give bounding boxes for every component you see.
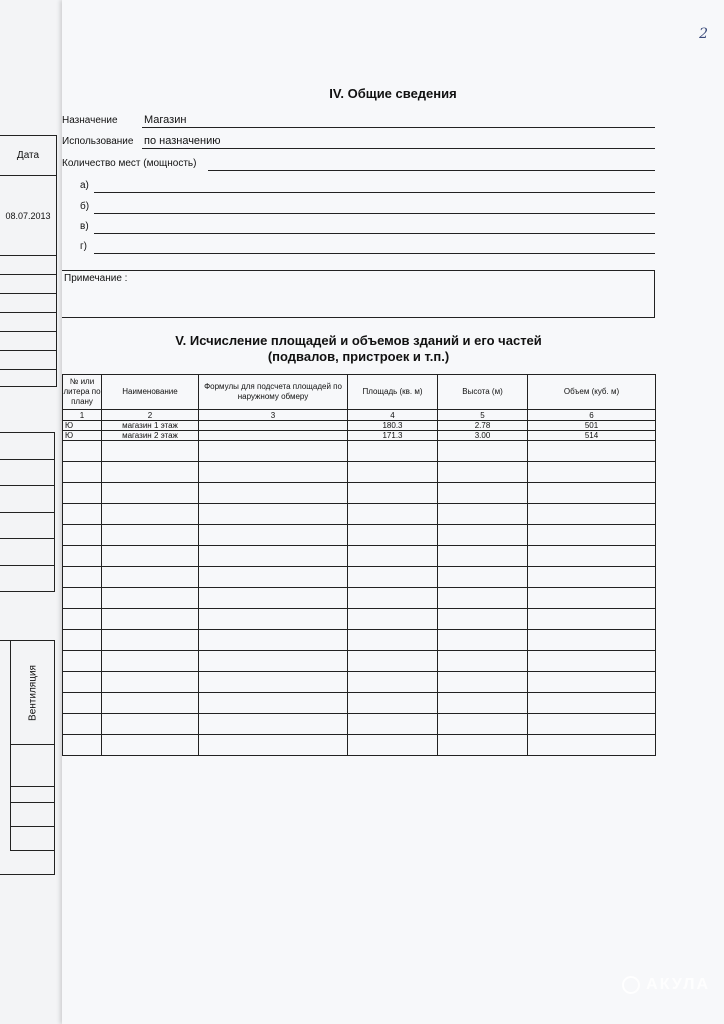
empty-cell [528,672,656,693]
empty-cell [438,588,528,609]
left-row [0,294,56,313]
empty-cell [348,735,438,756]
empty-cell [63,714,102,735]
col-number: 6 [528,410,656,421]
empty-rows [63,441,656,756]
empty-cell [438,567,528,588]
cell-volume: 514 [528,431,656,441]
purpose-value: Магазин [144,114,187,126]
left-row [10,787,55,803]
left-row [0,513,54,540]
empty-cell [63,483,102,504]
date-header: Дата [0,136,56,176]
left-row [0,539,54,566]
empty-table-row [63,504,656,525]
capacity-label: Количество мест (мощность) [62,158,197,169]
empty-cell [102,441,199,462]
empty-cell [528,714,656,735]
empty-cell [528,735,656,756]
empty-table-row [63,546,656,567]
empty-cell [102,525,199,546]
empty-cell [348,672,438,693]
empty-cell [199,630,348,651]
section5-title [62,333,655,365]
empty-cell [199,588,348,609]
empty-cell [348,525,438,546]
column-number-row [63,410,656,421]
left-row [0,460,54,487]
empty-cell [528,441,656,462]
underline [94,253,655,254]
note-box [62,270,655,318]
left-row [10,803,55,827]
cell-area: 171.3 [348,431,438,441]
left-row [0,351,56,370]
empty-cell [63,441,102,462]
left-box-2 [0,432,55,592]
empty-cell [528,567,656,588]
section4-title: IV. Общие сведения [329,86,457,101]
empty-cell [63,462,102,483]
area-volume-table [62,374,656,756]
empty-cell [199,651,348,672]
underline [94,192,655,193]
note-label: Примечание : [64,273,128,284]
underline [142,127,655,128]
empty-cell [102,672,199,693]
capacity-item-a [80,177,655,193]
table-row [63,431,656,441]
empty-cell [438,525,528,546]
empty-cell [63,672,102,693]
empty-cell [438,693,528,714]
empty-cell [528,693,656,714]
underline [94,233,655,234]
empty-cell [438,546,528,567]
empty-cell [528,462,656,483]
empty-table-row [63,525,656,546]
empty-table-row [63,714,656,735]
empty-cell [528,651,656,672]
cell-name: магазин 2 этаж [102,431,199,441]
empty-cell [438,651,528,672]
empty-cell [199,735,348,756]
item-label: г) [80,241,87,252]
empty-cell [438,483,528,504]
col-header: Площадь (кв. м) [348,375,438,410]
empty-cell [348,630,438,651]
empty-cell [348,609,438,630]
item-label: а) [80,180,89,191]
empty-cell [528,483,656,504]
col-header: Наименование [102,375,199,410]
empty-cell [438,714,528,735]
empty-cell [348,546,438,567]
page-number: 2 [699,26,708,42]
table-row [63,421,656,431]
empty-cell [438,672,528,693]
empty-cell [63,567,102,588]
cell-height: 3.00 [438,431,528,441]
empty-cell [102,609,199,630]
item-label: б) [80,201,90,212]
col-header: Объем (куб. м) [528,375,656,410]
empty-cell [199,441,348,462]
usage-label: Использование [62,136,134,147]
table-header-row [63,375,656,410]
empty-cell [348,504,438,525]
watermark-text: АКУЛА [646,976,710,993]
empty-cell [63,546,102,567]
empty-cell [102,567,199,588]
underline [142,148,655,149]
cell-letter: Ю [63,421,102,431]
col-number: 1 [63,410,102,421]
empty-cell [199,567,348,588]
cell-name: магазин 1 этаж [102,421,199,431]
empty-cell [528,588,656,609]
empty-cell [528,546,656,567]
empty-cell [199,672,348,693]
ventilation-label: Вентиляция [27,664,39,721]
empty-cell [199,546,348,567]
empty-cell [102,462,199,483]
date-column-box [0,135,57,387]
col-number: 3 [199,410,348,421]
empty-cell [348,462,438,483]
empty-cell [63,609,102,630]
section5-title-line1: V. Исчисление площадей и объемов зданий и его частей [175,333,542,348]
empty-cell [528,504,656,525]
empty-table-row [63,651,656,672]
cell-formula [199,421,348,431]
empty-cell [438,630,528,651]
empty-cell [102,483,199,504]
empty-cell [199,693,348,714]
empty-table-row [63,693,656,714]
empty-cell [348,588,438,609]
left-row [10,827,55,851]
empty-cell [199,504,348,525]
purpose-label: Назначение [62,115,118,126]
empty-cell [63,630,102,651]
empty-table-row [63,588,656,609]
empty-cell [528,630,656,651]
empty-table-row [63,609,656,630]
usage-value: по назначению [144,135,221,147]
usage-field [62,133,655,149]
empty-table-row [63,567,656,588]
col-number: 2 [102,410,199,421]
empty-table-row [63,735,656,756]
empty-cell [199,525,348,546]
document-page [62,0,724,1024]
empty-cell [199,483,348,504]
empty-cell [348,651,438,672]
empty-cell [102,735,199,756]
capacity-item-b [80,198,655,214]
watermark [622,976,710,994]
capacity-field [62,155,655,171]
empty-cell [102,588,199,609]
empty-cell [63,651,102,672]
capacity-item-d [80,238,655,254]
empty-cell [63,525,102,546]
empty-cell [102,651,199,672]
col-header: Высота (м) [438,375,528,410]
empty-cell [348,714,438,735]
empty-cell [438,735,528,756]
empty-cell [438,504,528,525]
empty-table-row [63,630,656,651]
empty-cell [348,693,438,714]
empty-cell [199,462,348,483]
empty-cell [102,546,199,567]
empty-cell [63,588,102,609]
watermark-logo-icon [622,976,640,994]
empty-table-row [63,672,656,693]
empty-cell [102,630,199,651]
underline [208,170,655,171]
empty-cell [528,525,656,546]
left-row [0,275,56,294]
col-header: № или литера по плану [63,375,102,410]
left-row [0,313,56,332]
ventilation-header [10,641,55,745]
section5-title-line2: (подвалов, пристроек и т.п.) [267,349,450,364]
cell-area: 180.3 [348,421,438,431]
empty-cell [63,504,102,525]
cell-height: 2.78 [438,421,528,431]
col-number: 5 [438,410,528,421]
left-row [0,433,54,460]
empty-cell [199,609,348,630]
empty-cell [102,714,199,735]
empty-cell [348,567,438,588]
empty-cell [348,441,438,462]
empty-cell [63,735,102,756]
empty-cell [102,693,199,714]
capacity-item-c [80,218,655,234]
purpose-field [62,112,655,128]
cell-letter: Ю [63,431,102,441]
date-value: 08.07.2013 [0,176,56,256]
left-row [0,256,56,275]
empty-cell [438,462,528,483]
cell-volume: 501 [528,421,656,431]
empty-cell [348,483,438,504]
ventilation-box [0,640,55,875]
left-row [0,332,56,351]
col-header: Формулы для подсчета площадей по наружному обмеру [199,375,348,410]
left-row [10,745,55,787]
empty-cell [199,714,348,735]
empty-table-row [63,441,656,462]
empty-cell [438,609,528,630]
empty-cell [63,693,102,714]
cell-formula [199,431,348,441]
col-number: 4 [348,410,438,421]
left-row [0,486,54,513]
empty-table-row [63,483,656,504]
underline [94,213,655,214]
empty-cell [528,609,656,630]
empty-cell [438,441,528,462]
empty-cell [102,504,199,525]
empty-table-row [63,462,656,483]
item-label: в) [80,221,89,232]
